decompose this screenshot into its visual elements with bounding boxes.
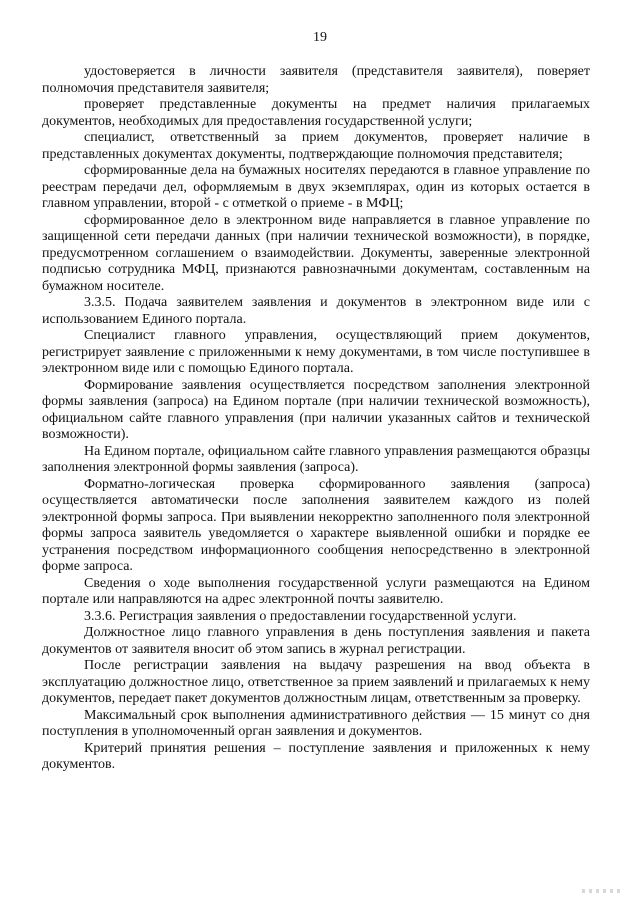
body-text xyxy=(42,64,590,774)
paragraph-progress-info: Сведения о ходе выполнения государственной услуги размещаются на Едином портале или направляются на адрес электронной почты заявителю. xyxy=(42,575,590,607)
section-3-3-6-heading: 3.3.6. Регистрация заявления о предоставлении государственной услуги. xyxy=(84,608,517,624)
paragraph-after-registration: После регистрации заявления на выдачу разрешения на ввод объекта в эксплуатацию должностное лицо, ответственное за прием заявлений и прилагаемых к нему документов, передает пакет документов должностным лицам, ответственным за проверку. xyxy=(42,658,590,706)
paragraph-specialist-checks: специалист, ответственный за прием документов, проверяет наличие в представленных документах документы, подтверждающие полномочия представителя; xyxy=(42,130,590,162)
paragraph-form-filling: Формирование заявления осуществляется посредством заполнения электронной формы заявления (запроса) на Едином портале (при наличии технической возможность), официальном сайте главного управления (при наличии указанных сайтов и технической возможности). xyxy=(42,377,590,442)
paragraph-max-duration: Максимальный срок выполнения административного действия — 15 минут со дня поступления в уполномоченный орган заявления и документов. xyxy=(42,707,590,739)
section-3-3-5-heading: 3.3.5. Подача заявителем заявления и документов в электронном виде или с использованием Единого портала. xyxy=(42,295,590,327)
paragraph-specialist-registers: Специалист главного управления, осуществляющий прием документов, регистрирует заявление с приложенными к нему документами, в том числе поступившее в электронном виде или с помощью Единого портала. xyxy=(42,328,590,376)
paragraph-electronic-case: сформированное дело в электронном виде направляется в главное управление по защищенной сети передачи данных (при наличии технической возможности), в порядке, предусмотренном соглашением о взаимодействии. Документы, заверенные электронной подписью сотрудника МФЦ, признаются равнозначными документам, составленным на бумажном носителе. xyxy=(42,212,590,294)
paragraph-decision-criterion: Критерий принятия решения – поступление заявления и приложенных к нему документов. xyxy=(42,740,590,772)
page-number: 19 xyxy=(313,30,327,45)
paragraph-verifies-identity: удостоверяется в личности заявителя (представителя заявителя), поверяет полномочия представителя заявителя; xyxy=(42,64,590,96)
paragraph-registration-journal: Должностное лицо главного управления в день поступления заявления и пакета документов от заявителя вносит об этом запись в журнал регистрации. xyxy=(42,625,590,657)
paragraph-checks-documents: проверяет представленные документы на предмет наличия прилагаемых документов, необходимых для предоставления государственной услуги; xyxy=(42,97,590,129)
paragraph-paper-cases: сформированные дела на бумажных носителях передаются в главное управление по реестрам передачи дел, оформляемым в двух экземплярах, один из которых остается в главном управлении, второй - с отметкой о приеме - в МФЦ; xyxy=(42,163,590,211)
paragraph-format-check: Форматно-логическая проверка сформированного заявления (запроса) осуществляется автоматически после заполнения заявителем каждого из полей электронной формы запроса. При выявлении некорректно заполненного поля электронной формы запроса заявитель уведомляется о характере выявленной ошибки и порядке ее устранения посредством информационного сообщения непосредственно в электронной форме запроса. xyxy=(42,476,590,574)
paragraph-form-samples: На Едином портале, официальном сайте главного управления размещаются образцы заполнения электронной формы заявления (запроса). xyxy=(42,443,590,475)
scan-artifact xyxy=(582,889,622,893)
